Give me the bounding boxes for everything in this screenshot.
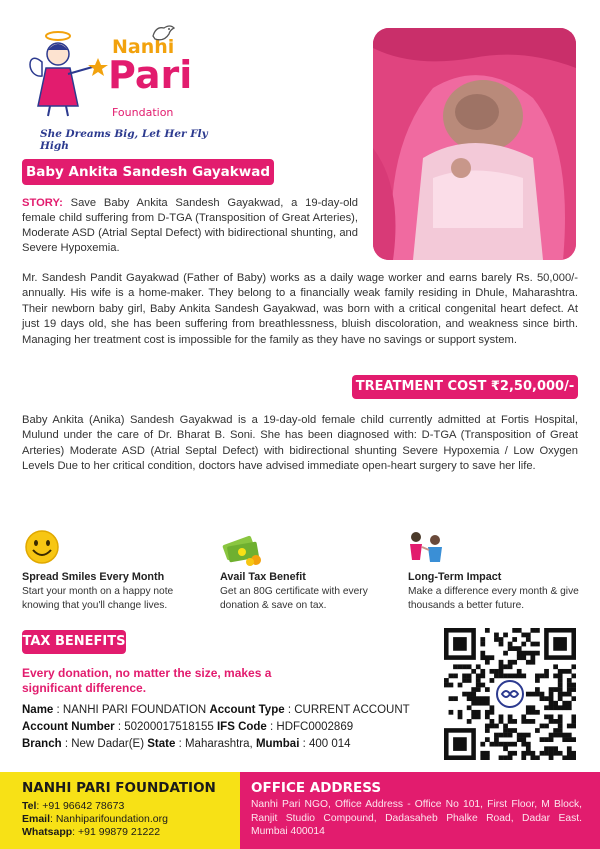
name-value: : NANHI PARI FOUNDATION	[53, 704, 210, 716]
bank-account-line	[22, 720, 442, 735]
fairy-icon	[28, 28, 108, 118]
bird-icon	[150, 22, 176, 44]
whatsapp-value[interactable]: : +91 99879 21222	[72, 826, 161, 838]
office-address: Nanhi Pari NGO, Office Address - Office No 101, First Floor, M Block, Ranjit Studio Compound, Dadasaheb Phalke Road, Dadar East. Mumbai 400014	[251, 799, 582, 837]
feature-spread-smiles	[22, 570, 202, 612]
city-value: : 400 014	[299, 738, 351, 750]
story-text: Save Baby Ankita Sandesh Gayakwad, a 19-day-old female child suffering from D-TGA (Transposition of Great Arteries), Moderate ASD (Atrial Septal Defect) with bidirectional shunting, and Severe Hypoxemia.	[22, 197, 358, 254]
bank-branch-line	[22, 737, 442, 752]
account-type-label: Account Type	[209, 704, 285, 716]
name-label: Name	[22, 704, 54, 716]
story-label: STORY:	[22, 197, 63, 209]
treatment-cost-tag: TREATMENT COST ₹2,50,000/-	[352, 375, 578, 399]
ifsc-label: IFS Code	[216, 721, 267, 733]
email-value[interactable]: : Nanhiparifoundation.org	[50, 813, 168, 825]
bank-name-line	[22, 703, 442, 718]
footer-tel	[22, 800, 240, 813]
story-summary	[22, 196, 358, 256]
feature-text: Make a difference every month & give thousands a better future.	[408, 586, 579, 611]
feature-long-term-impact	[408, 570, 583, 612]
children-icon	[406, 530, 446, 569]
state-value: : Maharashtra,	[175, 738, 256, 750]
money-icon	[220, 528, 264, 571]
tax-benefits-tag: TAX BENEFITS	[22, 630, 126, 654]
feature-text: Get an 80G certificate with every donation & save on tax.	[220, 586, 368, 611]
logo-tagline: She Dreams Big, Let Her Fly High	[40, 128, 208, 152]
logo-sub-text: Foundation	[112, 106, 174, 119]
account-number-value: : 50200017518155	[114, 721, 217, 733]
branch-value: : New Dadar(E)	[61, 738, 148, 750]
whatsapp-label: Whatsapp	[22, 826, 73, 838]
foundation-logo	[0, 0, 210, 150]
tel-label: Tel	[22, 800, 37, 812]
state-label: State	[147, 738, 176, 750]
footer-contact	[0, 772, 240, 849]
baby-photo	[373, 28, 576, 260]
smiley-icon	[24, 529, 60, 570]
feature-title: Long-Term Impact	[408, 571, 502, 583]
email-label: Email	[22, 813, 51, 825]
tax-subtitle: Every donation, no matter the size, makes a significant difference.	[22, 666, 272, 695]
ifsc-value: : HDFC0002869	[266, 721, 354, 733]
city-label: Mumbai	[255, 738, 300, 750]
branch-label: Branch	[22, 738, 62, 750]
account-type-value: : CURRENT ACCOUNT	[284, 704, 410, 716]
office-title: OFFICE ADDRESS	[251, 780, 382, 796]
diagnosis-paragraph: Baby Ankita (Anika) Sandesh Gayakwad is a 19-day-old female child currently admitted at Fortis Hospital, Mulund under the care of Dr. Bharat B. Soni. She has been diagnosed with: D-TGA (Transposition of Great Arteries) Moderate ASD (Atrial Septal Defect) with bidirectional shunting Severe Hypoxemia / Low Oxygen Levels Due to her critical condition, doctors have advised immediate open-heart surgery to save her life.	[22, 414, 578, 473]
logo-top-text: Nanhi	[112, 36, 175, 58]
logo-main-text: Pari	[108, 53, 193, 97]
footer-whatsapp	[22, 826, 240, 839]
feature-title: Spread Smiles Every Month	[22, 571, 165, 583]
case-name-tag: Baby Ankita Sandesh Gayakwad	[22, 159, 274, 185]
account-number-label: Account Number	[22, 721, 115, 733]
tel-value[interactable]: : +91 96642 78673	[36, 800, 125, 812]
feature-tax-benefit	[220, 570, 400, 612]
footer-office	[240, 772, 600, 849]
family-paragraph: Mr. Sandesh Pandit Gayakwad (Father of Baby) works as a daily wage worker and earns barely Rs. 50,000/- annually. His wife is a home-maker. They belong to a financially weak family residing in Dhule, Maharashtra. Their newborn baby girl, Baby Ankita Sandesh Gayakwad, was born with a critical congenital heart defect. At just 19 days old, she has been suffering from breathlessness, bluish discoloration, and weakness since birth. Managing her treatment cost is impossible for the family as they have no savings or support system.	[22, 272, 578, 346]
footer-org-name: NANHI PARI FOUNDATION	[22, 780, 216, 796]
footer-email	[22, 813, 240, 826]
feature-text: Start your month on a happy note knowing that you'll change lives.	[22, 586, 174, 611]
donation-qr-code[interactable]	[444, 628, 576, 760]
feature-title: Avail Tax Benefit	[220, 571, 306, 583]
